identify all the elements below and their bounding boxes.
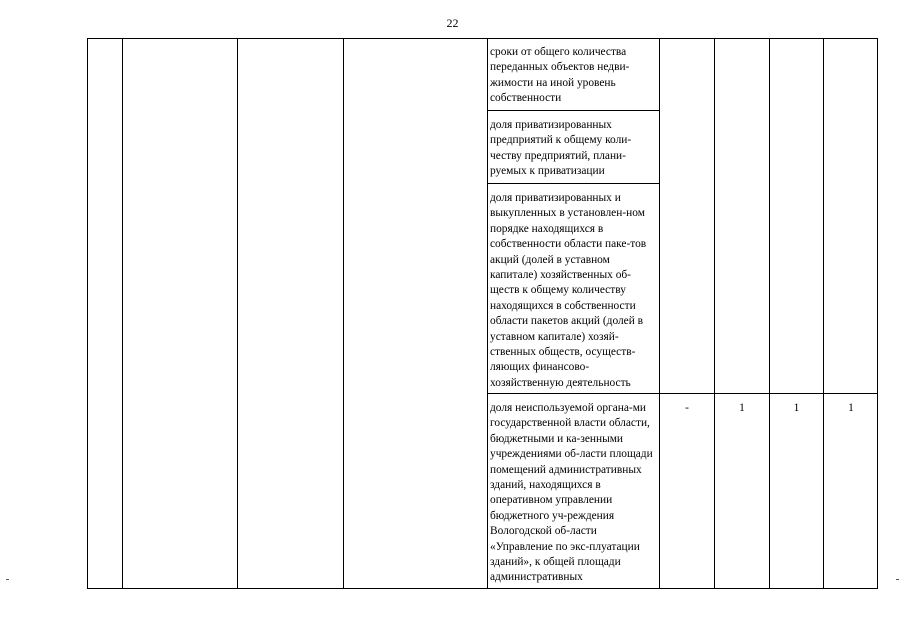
column-divider [487,38,488,589]
scan-edge-mark [896,579,899,580]
scan-edge-mark [6,579,9,580]
row-divider [487,393,878,394]
page-number: 22 [446,16,459,30]
row-divider [487,183,659,184]
value-cell: 1 [739,402,745,414]
table [87,38,878,589]
column-divider [659,38,660,589]
value-cell: 1 [793,402,800,414]
value-cell: 1 [848,402,854,414]
column-divider [122,38,123,589]
value-cell: - [685,402,689,414]
column-divider [823,38,824,589]
indicator-cell: сроки от общего количества переданных объектов недви-жимости на иной уровень собственности [490,46,630,105]
row-divider [487,110,659,111]
indicator-cell: доля приватизированных и выкупленных в установлен-ном порядке находящихся в собственности области паке-тов акций (долей в уставном капитале) хозяйственных об-ществ к общему количеству находящихся в собственности области пакетов акций (долей в уставном капитале) хозяй-ственных обществ, осуществ-ляющих финансово-хозяйственную деятельность [490,192,647,389]
column-divider [769,38,770,589]
column-divider [714,38,715,589]
column-divider [343,38,344,589]
column-divider [237,38,238,589]
indicator-cell: доля приватизированных предприятий к общему коли-честву предприятий, плани-руемых к приватизации [490,119,632,178]
indicator-cell: доля неиспользуемой органа-ми государственной власти области, бюджетными и ка-зенными учреждениями об-ласти площади помещений административных зданий, находящихся в оперативном управлении бюджетного уч-реждения Вологодской об-ласти «Управление по экс-плуатации зданий», к общей площади административных [490,402,653,584]
